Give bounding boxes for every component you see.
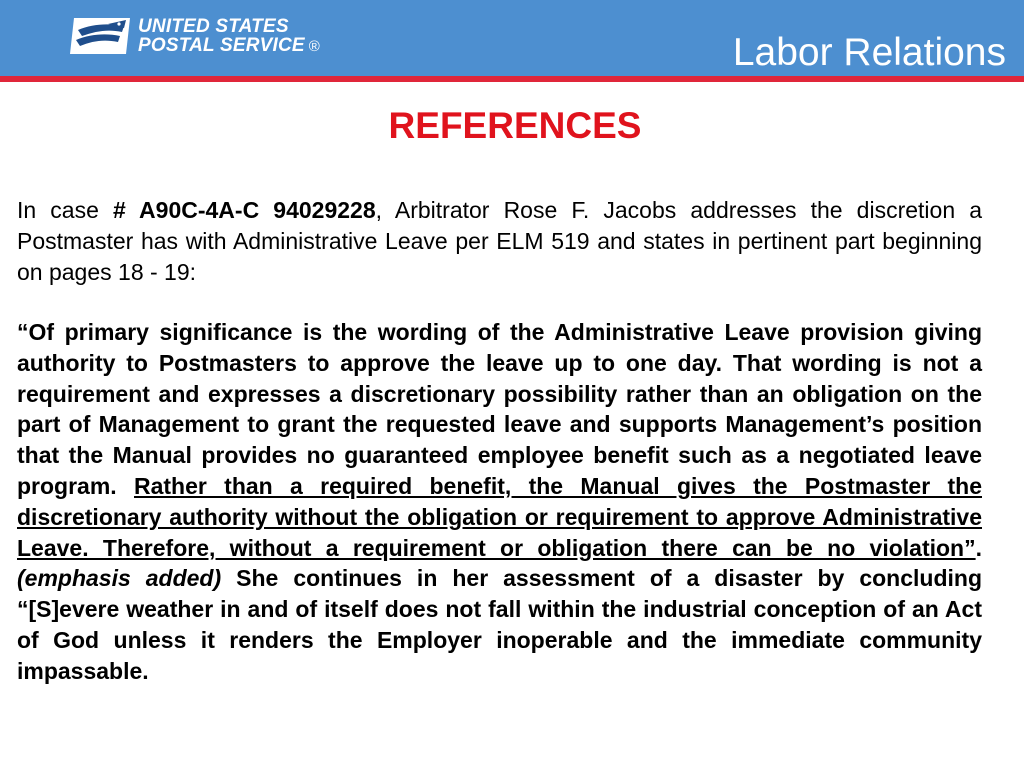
registered-mark: ® <box>308 37 321 55</box>
case-number: # A90C-4A-C 94029228 <box>113 197 376 223</box>
page-title: REFERENCES <box>388 105 642 146</box>
quote-paragraph <box>17 317 982 687</box>
intro-text-c: , Arbitrator Rose F. Jacobs addresses the discretion a Postmaster has with Administrative Leave per ELM 519 and states in pertinent part beginning on pages 18 - 19: <box>17 197 983 285</box>
quote-text-b: . <box>975 534 982 561</box>
intro-paragraph <box>17 195 982 287</box>
quote-text-a: “Of primary significance is the wording of the Administrative Leave provision giving authority to Postmasters to approve the leave up to one day. That wording is not a requirement and expresses a discretionary possibility rather than an obligation on the part of Management to grant the requested leave and supports Management’s position that the Manual provides no guaranteed employee benefit such as a negotiated leave program. <box>17 319 982 499</box>
logo-line2-text: POSTAL SERVICE <box>138 34 305 56</box>
eagle-icon <box>68 16 132 56</box>
logo-line2 <box>138 36 320 56</box>
logo-line1: UNITED STATES <box>138 15 289 37</box>
emphasis-added: (emphasis added) <box>17 565 222 592</box>
header-bar <box>0 0 1024 76</box>
department-title: Labor Relations <box>732 31 1006 74</box>
usps-logo <box>68 14 320 58</box>
header-stripe <box>0 76 1024 82</box>
quote-underlined: Rather than a required benefit, the Manual gives the Postmaster the discretionary authority without the obligation or requirement to approve Administrative Leave. Therefore, without a requirement or obligation there can be no violation” <box>17 472 982 561</box>
logo-wordmark <box>138 17 320 56</box>
quote-text-c: She continues in her assessment of a disaster by concluding “[S]evere weather in and of itself does not fall within the industrial conception of an Act of God unless it renders the Employer inoperable and the immediate community impassable. <box>17 565 983 684</box>
intro-text-a: In case <box>17 197 113 223</box>
